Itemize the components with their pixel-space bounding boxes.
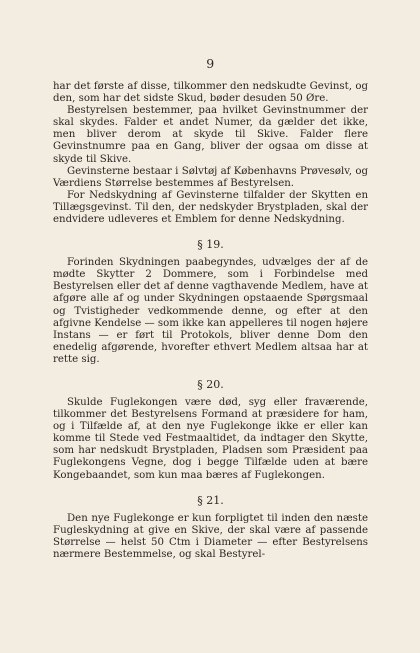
page-number: 9 xyxy=(206,56,215,71)
section-heading: § 19. xyxy=(197,238,224,252)
paragraph: har det første af disse, tilkommer den nedskudte Gevinst, og den, som har det sidste Skud, bøder desuden 50 Øre. xyxy=(53,81,368,105)
section-heading: § 20. xyxy=(197,377,224,391)
paragraph: Den nye Fuglekonge er kun forpligtet til inden den næste Fugleskydning at give en Skive, der skal være af passende Størrelse — helst 50 Ctm i Diameter — efter Bestyrelsens nærmere Bestemmelse, og skal Bestyrel- xyxy=(53,512,368,560)
section-heading: § 21. xyxy=(197,493,224,507)
paragraph: For Nedskydning af Gevinsterne tilfalder der Skytten en Tillægsgevinst. Til den, der nedskyder Brystpladen, skal der endvidere udleveres et Emblem for denne Nedskydning. xyxy=(53,189,368,226)
page-content xyxy=(53,81,368,561)
paragraph: Forinden Skydningen paabegyndes, udvælges der af de mødte Skytter 2 Dommere, som i Forbindelse med Bestyrelsen eller det af denne vagthavende Medlem, have at afgøre alle af og under Skydningen opstaaende Spørgsmaal og Tvistigheder vedkommende denne, og efter at den afgivne Kendelse — som ikke kan appelleres til nogen højere Instans — er ført til Protokols, bliver denne Dom den enedelig afgørende, hvorefter ethvert Medlem altsaa har at rette sig. xyxy=(53,257,368,365)
paragraph: Bestyrelsen bestemmer, paa hvilket Gevinstnummer der skal skydes. Falder et andet Numer, da gælder det ikke, men bliver derom at skyde til Skive. Falder flere Gevinstnumre paa en Gang, bliver der ogsaa om disse at skyde til Skive. xyxy=(53,105,368,165)
paragraph: Gevinsterne bestaar i Sølvtøj af Københavns Prøvesølv, og Værdiens Størrelse bestemmes af Bestyrelsen. xyxy=(53,165,368,189)
paragraph: Skulde Fuglekongen være død, syg eller fraværende, tilkommer det Bestyrelsens Formand at præsidere for ham, og i Tilfælde af, at den nye Fuglekonge ikke er eller kan komme til Stede ved Festmaaltidet, da indtager den Skytte, som har nedskudt Brystpladen, Pladsen som Præsident paa Fuglekongens Vegne, dog i begge Tilfælde uden at bære Kongebaandet, som kun maa bæres af Fuglekongen. xyxy=(53,396,368,481)
